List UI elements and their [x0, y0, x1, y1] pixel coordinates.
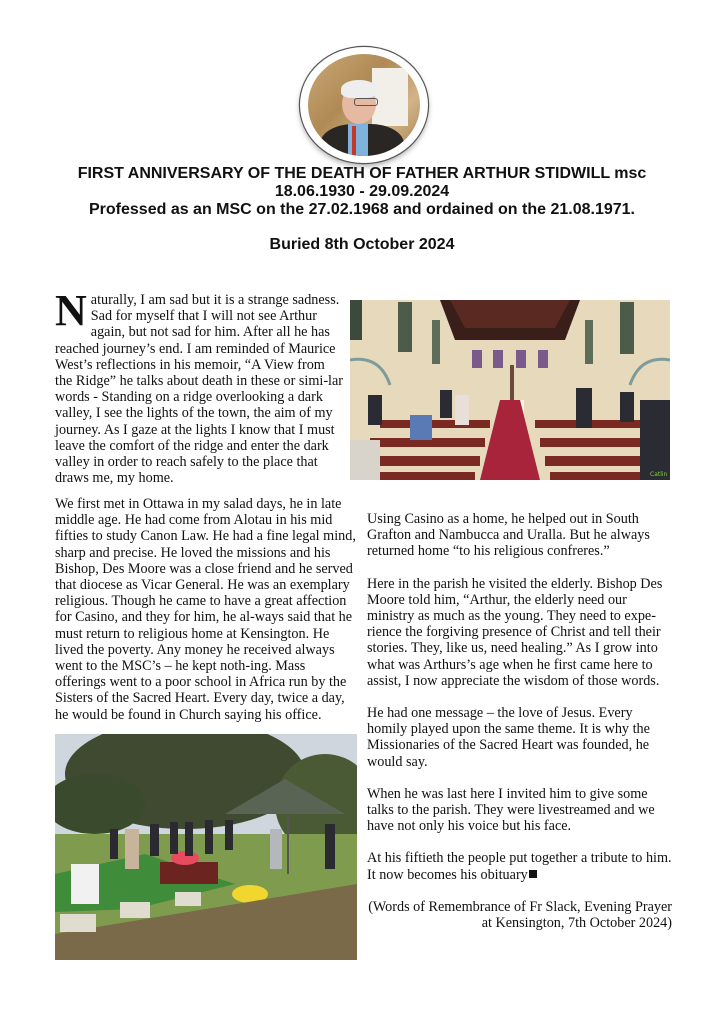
paragraph-4: Here in the parish he visited the elderly. Bishop Des Moore told him, “Arthur, the elderly need our ministry as much as the young. They need to expe-rience the forgiving presence of Christ and tell their stories. They, like us, need healing.” As I grow into what was Arthurs’s age when he first came here to assist, I now appreciate the wisdom of those words.	[367, 575, 663, 689]
portrait-lanyard	[352, 126, 356, 156]
drop-cap: N	[55, 286, 87, 335]
portrait-shirt	[348, 124, 368, 156]
end-mark-icon	[529, 870, 537, 878]
church-interior-image	[350, 300, 670, 480]
paragraph-7	[367, 850, 672, 882]
attribution: (Words of Remembrance of Fr Slack, Evening Prayer at Kensington, 7th October 2024)	[368, 898, 672, 932]
portrait-glasses	[354, 98, 378, 106]
cemetery-burial-image	[55, 734, 357, 960]
paragraph-5: He had one message – the love of Jesus. Every homily played upon the same theme. It is why the Missionaries of the Sacred Heart was founded, he would say.	[367, 705, 650, 770]
paragraph-3: Using Casino as a home, he helped out in South Grafton and Nambucca and Uralla. But he always returned home “to his religious confreres.”	[367, 511, 650, 560]
burial-date: Buried 8th October 2024	[269, 236, 455, 253]
profession-dates: Professed as an MSC on the 27.02.1968 and ordained on the 21.08.1971.	[89, 201, 635, 218]
burial-photo	[55, 734, 357, 960]
paragraph-1	[55, 286, 345, 487]
life-dates: 18.06.1930 - 29.09.2024	[274, 183, 450, 200]
page-title: FIRST ANNIVERSARY OF THE DEATH OF FATHER ARTHUR STIDWILL msc	[77, 165, 647, 182]
paragraph-2: We first met in Ottawa in my salad days, he in late middle age. He had come from Alotau in his mid fifties to study Canon Law. He had a fine legal mind, sharp and precise. He loved the missions and his Bishop, Des Moore was a close friend and he served that diocese as Vicar General. He was an exemplary religious. Though he came to have a great affection for Casino, and they for him, he al-ways said that he must return to religious home at Kensington. He lived the poverty. Any money he received always went to the MSC’s – he kept noth-ing. Mass offerings went to a poor school in Africa run by the Sisters of the Sacred Heart. Every day, twice a day, he would be found in Church saying his office.	[55, 496, 356, 723]
article-body-left	[55, 496, 357, 739]
portrait-frame	[300, 47, 428, 163]
article-intro	[55, 286, 345, 502]
portrait-background-panel	[372, 68, 408, 126]
paragraph-1-text: aturally, I am sad but it is a strange sadness. Sad for myself that I will not see Arthur again, but not sad for him. After all he has reached journey’s end. I am reminded of Maurice West’s reflections in his memoir, “A View from the Ridge” he talks about death in these or simi-lar words - Standing on a ridge overlooking a dark valley, I see the lights of the town, the aim of my journey. As I gaze at the lights I know that I must leave the comfort of the ridge and enter the dark valley in order to reach safely to the place that draws me, my home.	[55, 292, 344, 487]
portrait-photo	[308, 54, 420, 156]
church-photo	[350, 300, 670, 480]
church-photo-watermark: Catlin	[650, 471, 668, 478]
paragraph-6: When he was last here I invited him to give some talks to the parish. They were livestreamed and we have not only his voice but his face.	[367, 785, 655, 835]
portrait-hair	[341, 80, 377, 98]
paragraph-7-text: At his fiftieth the people put together a tribute to him. It now becomes his obituary	[367, 850, 672, 883]
article-body-right	[367, 511, 672, 947]
